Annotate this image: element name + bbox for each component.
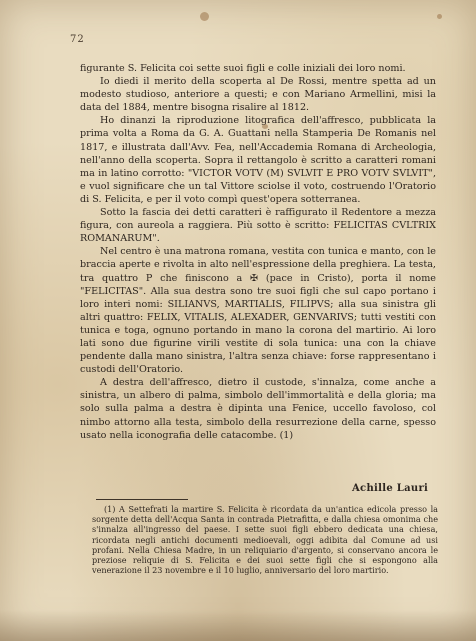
footnote bbox=[92, 504, 438, 575]
author-signature: Achille Lauri bbox=[352, 483, 429, 494]
footnote-text: (1) A Settefrati la martire S. Felicita è ricordata da un'antica edicola presso la sorgente detta dell'Acqua Santa in contrada Pietrafitta, e dalla chiesa omonima che s'innalza all'ingresso del paese. I sette suoi figli ebbero dedicata una chiesa, ricordata negli antichi documenti medioevali, oggi adibita dal Comune ad usi profani. Nella Chiesa Madre, in un reliquiario d'argento, si conservano ancora le preziose reliquie di S. Felicita e dei suoi sette figli che si espongono alla venerazione il 23 novembre e il 10 luglio, anniversario del loro martirio. bbox=[92, 504, 438, 576]
paragraph: Nel centro è una matrona romana, vestita con tunica e manto, con le braccia aperte e rivolta in alto nell'espressione della preghiera. La testa, tra quattro P che finiscono a ✠ (pace in Cristo), porta il nome "FELICITAS". Alla sua destra sono tre suoi figli che sul capo portano i loro interi nomi: SILIANVS, MARTIALIS, FILIPVS; alla sua sinistra gli altri quattro: FELIX, VITALIS, ALEXADER, GENVARIVS; tutti vestiti con tunica e toga, ognuno portando in mano la corona del martirio. Ai loro lati sono due figurine virili vestite di sola tunica: una con la chiave pendente dalla mano sinistra, l'altra senza chiave: forse rappresentano i custodi dell'Oratorio. bbox=[80, 246, 436, 376]
paragraph: Io diedi il merito della scoperta al De Rossi, mentre spetta ad un modesto studioso, anteriore a questi; e con Mariano Armellini, misi la data del 1884, mentre bisogna risalire al 1812. bbox=[80, 76, 436, 114]
paragraph: Sotto la fascia dei detti caratteri è raffigurato il Redentore a mezza figura, con aureola a raggiera. Più sotto è scritto: FELICITAS CVLTRIX ROMANARUM". bbox=[80, 207, 436, 245]
article-body bbox=[80, 62, 436, 442]
footnote-divider bbox=[96, 499, 188, 500]
paper-stain bbox=[200, 12, 209, 21]
page-number: 72 bbox=[70, 34, 85, 45]
paper-stain bbox=[437, 14, 442, 19]
paragraph: Ho dinanzi la riproduzione litografica dell'affresco, pubblicata la prima volta a Roma da G. A. Guattani nella Stamperia De Romanis nel 1817, e illustrata dall'Avv. Fea, nell'Accademia Romana di Archeologia, nell'anno della scoperta. Sopra il rettangolo è scritto a caratteri romani ma in latino corrotto: "VICTOR VOTV (M) SVLVIT E PRO VOTV SVLVIT", e vuol significare che un tal Vittore sciolse il voto, costruendo l'Oratorio di S. Felicita, e per il voto compì quest'opera sotterranea. bbox=[80, 115, 436, 205]
paper-edge bbox=[0, 610, 476, 641]
paragraph: A destra dell'affresco, dietro il custode, s'innalza, come anche a sinistra, un albero di palma, simbolo dell'immortalità e della gloria; ma solo sulla palma a destra è dipinta una Fenice, uccello favoloso, col nimbo attorno alla testa, simbolo della resurrezione della carne, spesso usato nella iconografia delle catacombe. (1) bbox=[80, 377, 436, 441]
paragraph: figurante S. Felicita coi sette suoi figli e colle iniziali dei loro nomi. bbox=[80, 63, 406, 74]
